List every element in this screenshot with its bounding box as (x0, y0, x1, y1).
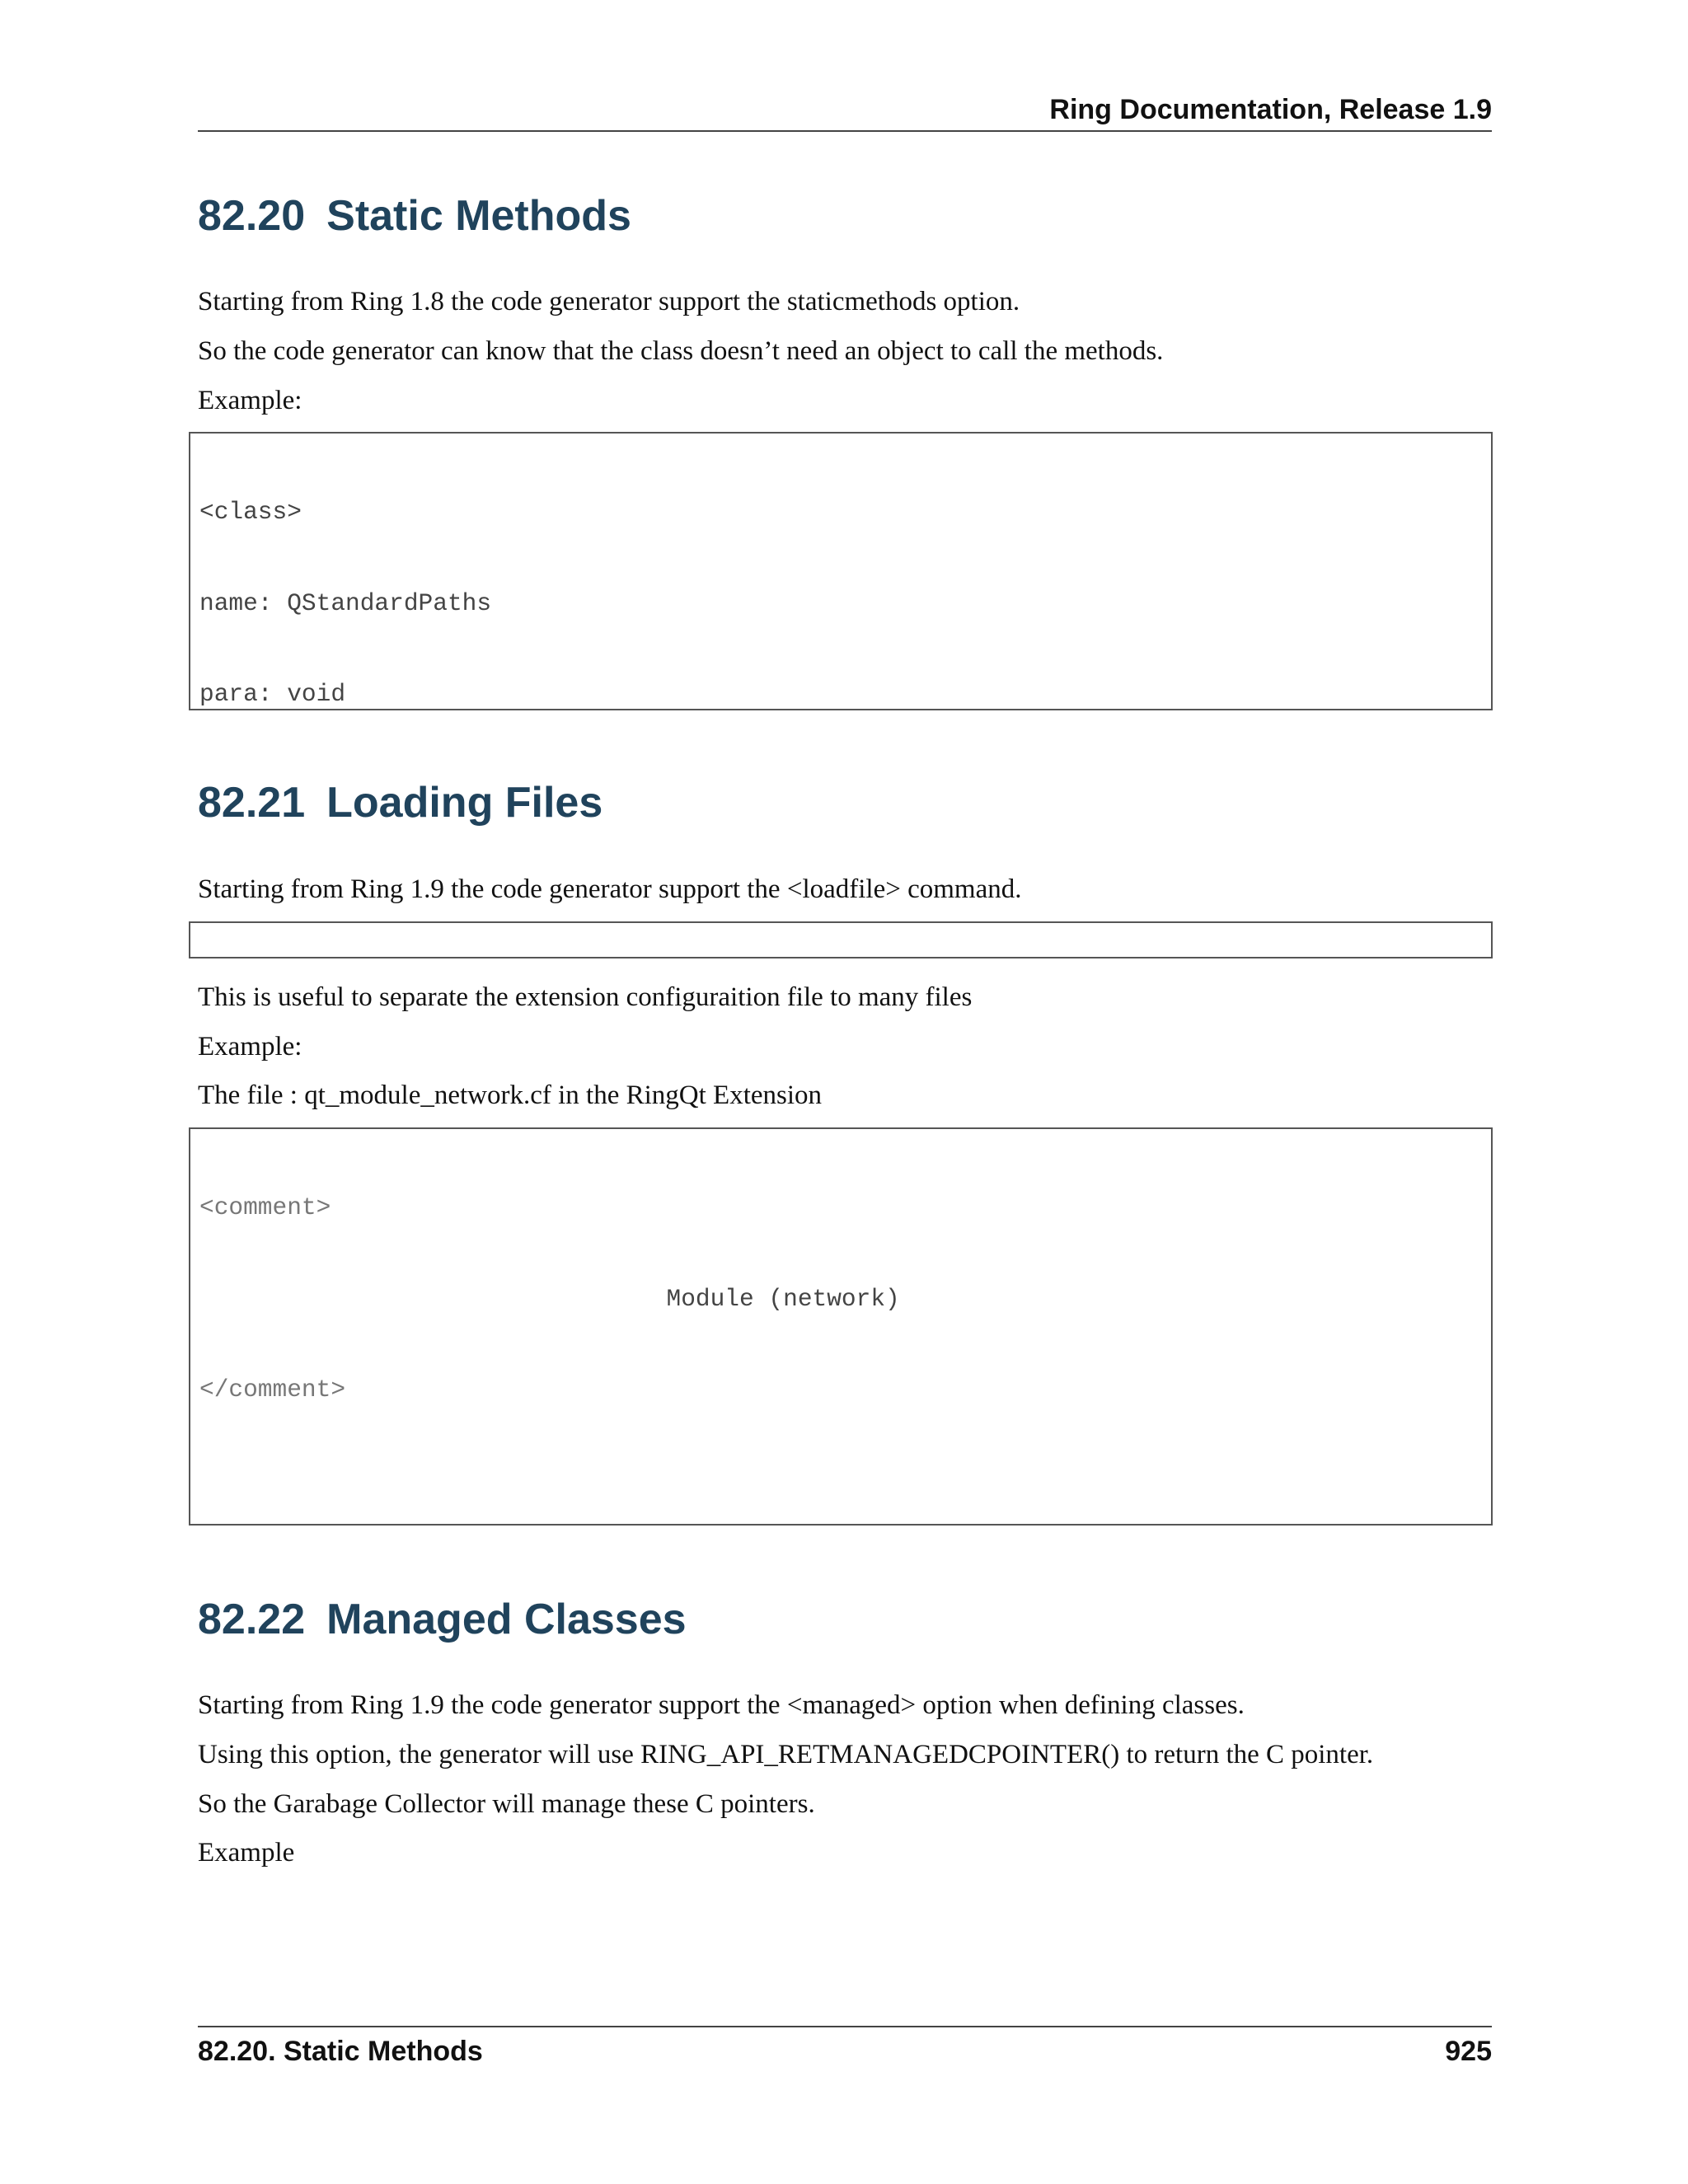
code-line: para: void (199, 679, 346, 708)
code-line: <class> (199, 498, 302, 527)
document-title: Ring Documentation, Release 1.9 (1049, 94, 1492, 125)
section-heading-static-methods (198, 191, 631, 241)
section-heading-managed-classes (198, 1595, 687, 1644)
code-block-network-module (189, 1127, 1493, 1526)
code-line-blank (199, 1465, 1491, 1496)
section-number: 82.20 (198, 192, 306, 240)
running-header (198, 92, 1492, 132)
code-line: Module (network) (199, 1284, 900, 1313)
code-tag: </comment> (199, 1375, 346, 1404)
code-line (199, 1375, 1491, 1405)
paragraph: Example: (198, 386, 302, 415)
section-title: Managed Classes (326, 1596, 687, 1643)
paragraph: This is useful to separate the extension configuraition file to many files (198, 982, 973, 1012)
paragraph: Starting from Ring 1.9 the code generator support the <managed> option when defining classes. (198, 1690, 1245, 1720)
paragraph: Using this option, the generator will use RING_API_RETMANAGEDCPOINTER() to return the C pointer. (198, 1740, 1374, 1769)
code-tag: <comment> (199, 1193, 331, 1222)
code-line: name: QStandardPaths (199, 588, 492, 617)
code-line (199, 1193, 1491, 1223)
paragraph: So the Garabage Collector will manage these C pointers. (198, 1789, 815, 1819)
paragraph: So the code generator can know that the class doesn’t need an object to call the methods. (198, 336, 1164, 366)
section-heading-loading-files (198, 778, 603, 827)
section-number: 82.21 (198, 779, 306, 827)
section-number: 82.22 (198, 1596, 306, 1643)
footer-section-title: 82.20. Static Methods (198, 2036, 483, 2067)
paragraph: Example (198, 1838, 295, 1868)
section-title: Loading Files (326, 779, 603, 827)
code-block-static-methods (189, 432, 1493, 710)
paragraph: Example: (198, 1032, 302, 1062)
running-footer (198, 2026, 1492, 2077)
code-block-loadfile (189, 921, 1493, 958)
paragraph: Starting from Ring 1.9 the code generator support the <loadfile> command. (198, 874, 1022, 904)
paragraph: Starting from Ring 1.8 the code generator support the staticmethods option. (198, 287, 1020, 316)
section-title: Static Methods (326, 192, 631, 240)
paragraph: The file : qt_module_network.cf in the RingQt Extension (198, 1080, 823, 1110)
page-number: 925 (1445, 2036, 1492, 2067)
